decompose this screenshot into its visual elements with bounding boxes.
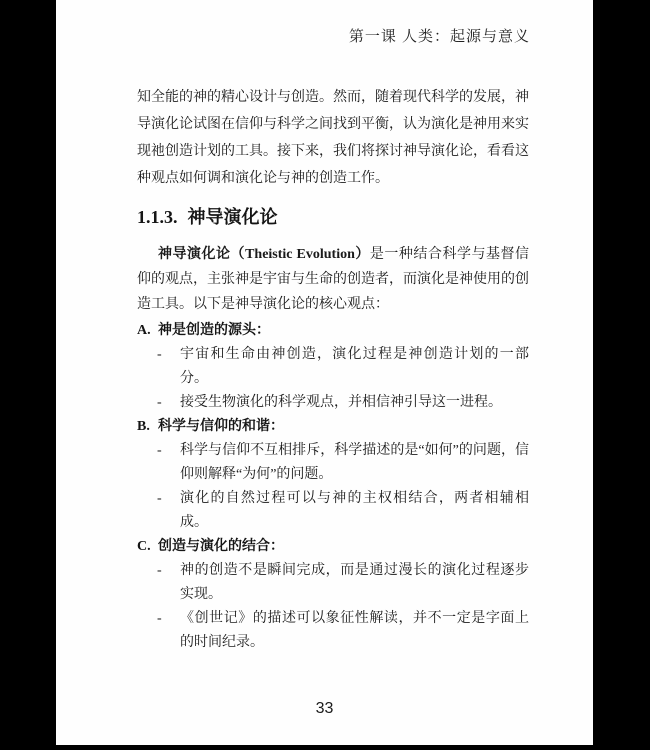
outline-heading bbox=[137, 319, 529, 343]
section-number: 1.1.3. bbox=[137, 207, 178, 227]
document-page bbox=[56, 0, 593, 745]
list-item bbox=[157, 343, 529, 391]
list-item bbox=[157, 559, 529, 607]
list-item-text: 科学与信仰不互相排斥，科学描述的是“如何”的问题，信仰则解释“为何”的问题。 bbox=[180, 443, 529, 482]
outline-item bbox=[137, 415, 529, 535]
outline-heading bbox=[137, 535, 529, 559]
definition-term: 神导演化论（Theistic Evolution） bbox=[158, 247, 370, 262]
outline-heading-text: 神是创造的源头： bbox=[158, 323, 270, 338]
intro-paragraph: 知全能的神的精心设计与创造。然而，随着现代科学的发展，神导演化论试图在信仰与科学之间找到平衡，认为演化是神用来实现祂创造计划的工具。接下来，我们将探讨神导演化论，看看这种观点如何调和演化论与神的创造工作。 bbox=[137, 90, 529, 186]
dash-marker: - bbox=[157, 347, 162, 362]
list-item-text: 《创世记》的描述可以象征性解读，并不一定是字面上的时间纪录。 bbox=[180, 611, 529, 650]
page-number: 33 bbox=[315, 700, 334, 717]
dash-marker: - bbox=[157, 611, 162, 626]
outline-list bbox=[137, 319, 529, 655]
list-item-text: 神的创造不是瞬间完成，而是通过漫长的演化过程逐步实现。 bbox=[180, 563, 529, 602]
outline-item bbox=[137, 535, 529, 655]
outline-label: B. bbox=[137, 419, 150, 434]
list-item-text: 演化的自然过程可以与神的主权相结合，两者相辅相成。 bbox=[180, 491, 529, 530]
list-item bbox=[157, 487, 529, 535]
outline-label: A. bbox=[137, 323, 151, 338]
dash-marker: - bbox=[157, 491, 162, 506]
outline-heading bbox=[137, 415, 529, 439]
list-item bbox=[157, 439, 529, 487]
list-item-text: 宇宙和生命由神创造，演化过程是神创造计划的一部分。 bbox=[180, 347, 529, 386]
outline-heading-text: 创造与演化的结合： bbox=[158, 539, 284, 554]
dash-marker: - bbox=[157, 563, 162, 578]
dash-marker: - bbox=[157, 395, 162, 410]
dash-marker: - bbox=[157, 443, 162, 458]
running-header: 第一课 人类：起源与意义 bbox=[348, 28, 530, 45]
section-title: 神导演化论 bbox=[187, 207, 278, 227]
list-item bbox=[157, 607, 529, 655]
outline-item bbox=[137, 319, 529, 415]
page-content bbox=[137, 0, 529, 655]
outline-label: C. bbox=[137, 539, 151, 554]
definition-paragraph bbox=[137, 242, 529, 317]
list-item-text: 接受生物演化的科学观点，并相信神引导这一进程。 bbox=[180, 395, 502, 410]
definition-text: 是一种结合科学与基督信仰的观点，主张神是宇宙与生命的创造者，而演化是神使用的创造工具。以下是神导演化论的核心观点： bbox=[137, 247, 529, 312]
section-heading bbox=[137, 205, 529, 230]
outline-heading-text: 科学与信仰的和谐： bbox=[158, 419, 284, 434]
list-item bbox=[157, 391, 529, 415]
